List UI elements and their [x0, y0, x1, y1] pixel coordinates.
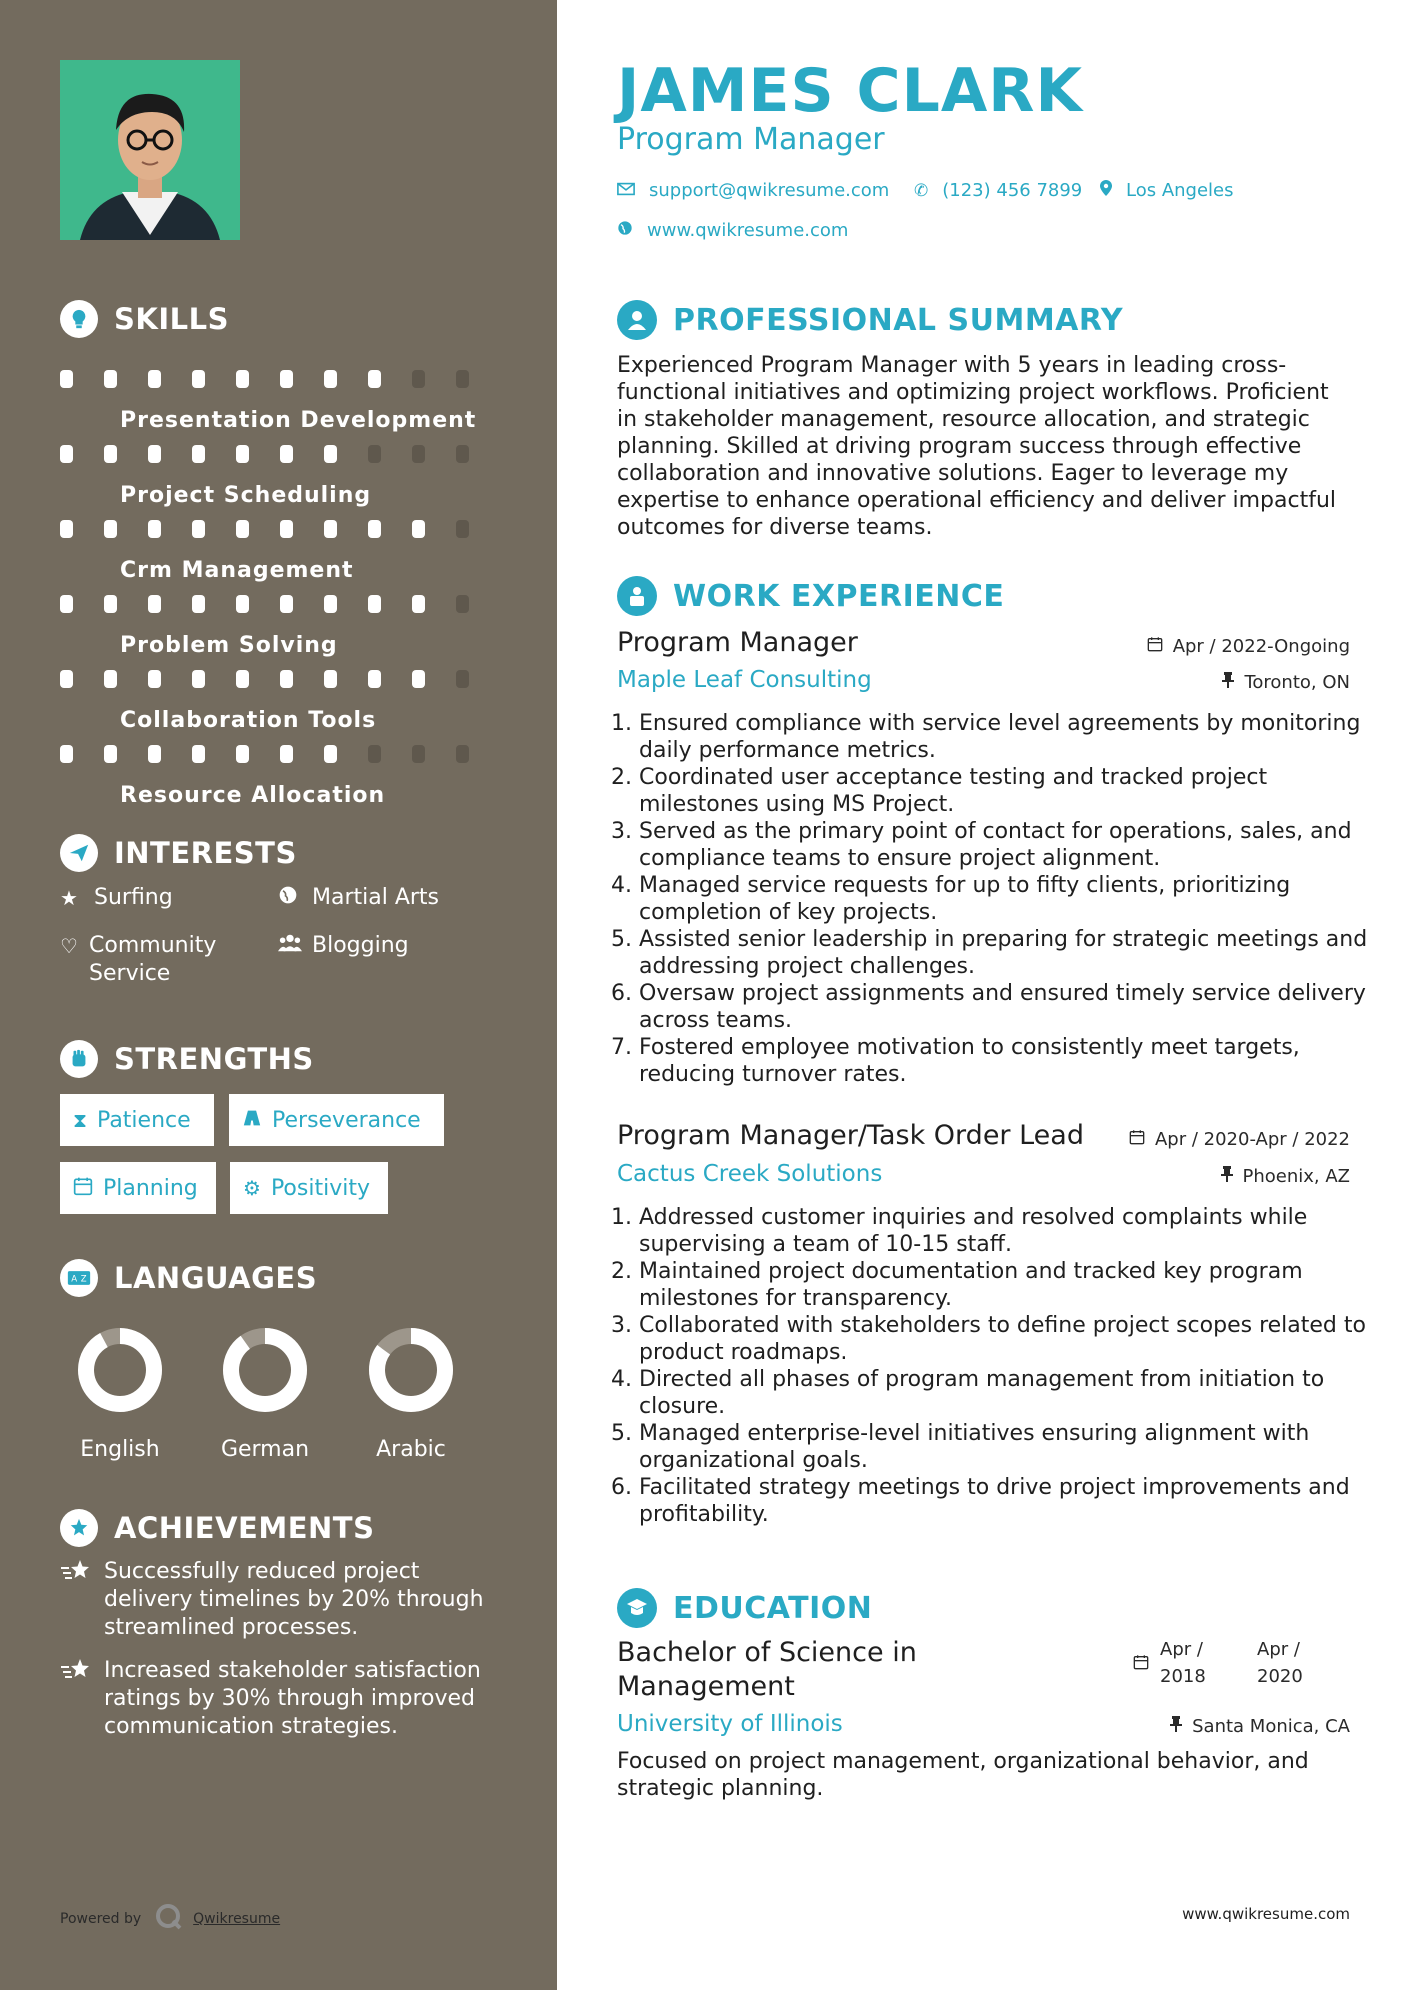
achievement-text: Successfully reduced project delivery timelines by 20% through streamlined processes.: [104, 1559, 484, 1640]
degree-title: Bachelor of Science in Management: [617, 1637, 917, 1702]
powered-by-label: Powered by: [60, 1911, 142, 1927]
skill-rating-dot: [148, 670, 161, 688]
skill-rating-dot: [148, 520, 161, 538]
language-level-donut: [366, 1325, 456, 1415]
calendar-icon: [1133, 1654, 1149, 1674]
strength-label: Planning: [103, 1175, 198, 1201]
skill-name: Crm Management: [120, 558, 354, 583]
candidate-role: Program Manager: [617, 122, 885, 157]
website-text: www.qwikresume.com: [647, 220, 849, 241]
list-item: 6. Facilitated strategy meetings to drive project improvements and profitability.: [639, 1474, 1379, 1528]
email-text: support@qwikresume.com: [649, 180, 890, 201]
achievements-title: ACHIEVEMENTS: [114, 1511, 375, 1545]
language-label: English: [80, 1437, 160, 1462]
envelope-icon: [617, 181, 635, 201]
interest-label: Martial Arts: [312, 885, 440, 910]
school-name: University of Illinois: [617, 1711, 843, 1737]
calendar-icon: [1147, 636, 1163, 657]
skill-rating-dot: [280, 595, 293, 613]
users-icon: [278, 932, 302, 960]
skill-rating-dot: [280, 670, 293, 688]
achievement-item: [60, 1558, 500, 1642]
languages-title: LANGUAGES: [114, 1261, 318, 1295]
skill-item: [60, 727, 500, 808]
skill-rating: [60, 520, 500, 538]
summary-text: Experienced Program Manager with 5 years in leading cross-functional initiatives and optimizing project workflows. Proficient in stakeholder management, resource allocation, and strategic planning. Skilled at driving program success through effective collaboration and innovative solutions. Eager to leverage my expertise to enhance operational efficiency and deliver impactful outcomes for diverse teams.: [617, 353, 1337, 540]
skill-rating-dot: [104, 370, 117, 388]
education-description: Focused on project management, organizational behavior, and strategic planning.: [617, 1749, 1309, 1801]
skill-item: [60, 502, 500, 583]
skill-rating-dot: [456, 370, 469, 388]
skill-rating-dot: [192, 370, 205, 388]
skill-rating-dot: [60, 370, 73, 388]
skill-rating-dot: [368, 595, 381, 613]
achievement-item: [60, 1657, 500, 1741]
job-location-text: Phoenix, AZ: [1242, 1166, 1350, 1187]
hourglass-icon: ⧗: [73, 1108, 88, 1132]
contact-location: [1100, 180, 1234, 201]
skill-rating-dot: [412, 670, 425, 688]
calendar-icon: [1129, 1129, 1145, 1150]
interest-label: Surfing: [94, 885, 173, 910]
education-title: EDUCATION: [673, 1590, 873, 1626]
skill-rating-dot: [456, 520, 469, 538]
job-title: Program Manager: [617, 627, 858, 658]
list-item: 7. Fostered employee motivation to consistently meet targets, reducing turnover rates.: [639, 1034, 1379, 1088]
list-item: 5. Assisted senior leadership in preparing for strategic meetings and addressing project challenges.: [639, 926, 1379, 980]
strength-tag: [229, 1094, 444, 1146]
interest-item: [278, 932, 409, 960]
skill-rating-dot: [104, 445, 117, 463]
hands-icon: ♡: [60, 934, 78, 958]
education-location-text: Santa Monica, CA: [1192, 1716, 1350, 1737]
education-location: [1170, 1716, 1350, 1737]
graduate-icon: [617, 1588, 657, 1628]
education-heading: [617, 1588, 872, 1628]
skill-rating-dot: [368, 520, 381, 538]
strength-tag: [60, 1094, 214, 1146]
contact-phone[interactable]: [914, 180, 1082, 201]
skill-rating-dot: [368, 370, 381, 388]
skill-rating-dot: [324, 445, 337, 463]
skill-rating: [60, 445, 500, 463]
interest-label: Blogging: [312, 933, 409, 958]
skill-rating-dot: [236, 445, 249, 463]
strength-label: Perseverance: [272, 1107, 421, 1133]
skill-name: Project Scheduling: [120, 483, 372, 508]
job-date: [1129, 1129, 1350, 1150]
skill-rating-dot: [456, 445, 469, 463]
job-date: [1147, 636, 1350, 657]
svg-text:Z: Z: [80, 1274, 87, 1285]
list-item: 5. Managed enterprise-level initiatives ensuring alignment with organizational goals.: [639, 1420, 1379, 1474]
job-bullets: [617, 1204, 1379, 1528]
skill-rating-dot: [368, 745, 381, 763]
skill-rating-dot: [412, 595, 425, 613]
skill-rating-dot: [324, 595, 337, 613]
language-level-donut: [75, 1325, 165, 1415]
paper-plane-icon: [60, 834, 98, 872]
skill-item: [60, 352, 500, 433]
pin-icon: [1222, 672, 1234, 693]
achievements-heading: [60, 1509, 374, 1547]
list-item: 4. Directed all phases of program management from initiation to closure.: [639, 1366, 1379, 1420]
skill-rating-dot: [60, 520, 73, 538]
skill-rating-dot: [368, 445, 381, 463]
calendar-icon: [73, 1176, 93, 1201]
list-item: 1. Ensured compliance with service level agreements by monitoring daily performance metrics.: [639, 710, 1379, 764]
job-company: Cactus Creek Solutions: [617, 1161, 883, 1187]
language-level-donut: [220, 1325, 310, 1415]
skill-rating-dot: [60, 445, 73, 463]
strength-tag: [230, 1162, 388, 1214]
strength-label: Positivity: [270, 1175, 370, 1201]
skill-name: Problem Solving: [120, 633, 338, 658]
svg-text:A: A: [71, 1274, 78, 1285]
pin-icon: [1221, 1166, 1233, 1187]
star-icon: ★: [60, 886, 78, 910]
skill-name: Presentation Development: [120, 408, 477, 433]
skill-rating-dot: [412, 745, 425, 763]
skill-rating-dot: [456, 670, 469, 688]
achievement-text: Increased stakeholder satisfaction ratings by 30% through improved communication strategies.: [104, 1658, 481, 1739]
skill-name: Collaboration Tools: [120, 708, 377, 733]
skill-rating-dot: [148, 745, 161, 763]
experience-title: WORK EXPERIENCE: [673, 578, 1005, 614]
phone-icon: ✆: [914, 180, 929, 201]
list-item: 4. Managed service requests for up to fifty clients, prioritizing completion of key projects.: [639, 872, 1379, 926]
powered-by: [60, 1903, 280, 1935]
skill-rating-dot: [368, 670, 381, 688]
skill-rating-dot: [236, 595, 249, 613]
skills-title: SKILLS: [114, 302, 229, 336]
skill-rating: [60, 370, 500, 388]
qwikresume-link[interactable]: Qwikresume: [193, 1911, 281, 1927]
skill-rating-dot: [104, 670, 117, 688]
skill-rating-dot: [60, 745, 73, 763]
skill-rating-dot: [280, 445, 293, 463]
globe-icon: [278, 884, 302, 912]
skill-rating-dot: [280, 745, 293, 763]
job-company: Maple Leaf Consulting: [617, 667, 872, 693]
profile-photo: [60, 60, 240, 240]
skill-rating-dot: [104, 745, 117, 763]
education-start-date: Apr / 2018: [1160, 1639, 1206, 1687]
skill-rating-dot: [412, 520, 425, 538]
skill-rating-dot: [280, 520, 293, 538]
skill-rating-dot: [324, 520, 337, 538]
language-icon: [60, 1259, 98, 1297]
interests-heading: [60, 834, 297, 872]
skill-rating: [60, 745, 500, 763]
skill-rating-dot: [236, 520, 249, 538]
shooting-star-icon: [60, 1657, 92, 1741]
shooting-star-icon: [60, 1558, 92, 1642]
skill-rating-dot: [148, 370, 161, 388]
skills-heading: [60, 300, 229, 338]
job-location: [1222, 672, 1350, 693]
skill-rating-dot: [148, 445, 161, 463]
experience-heading: [617, 576, 1004, 616]
job-title: Program Manager/Task Order Lead: [617, 1120, 1084, 1151]
map-marker-icon: [1100, 180, 1112, 201]
list-item: 1. Addressed customer inquiries and resolved complaints while supervising a team of 10-15 staff.: [639, 1204, 1379, 1258]
skill-rating-dot: [324, 670, 337, 688]
skill-rating-dot: [324, 745, 337, 763]
skill-item: [60, 652, 500, 733]
skill-rating-dot: [148, 595, 161, 613]
cog-icon: ⚙: [243, 1176, 261, 1200]
skill-rating-dot: [60, 670, 73, 688]
strengths-heading: [60, 1040, 314, 1078]
interest-item: [60, 932, 260, 988]
strengths-title: STRENGTHS: [114, 1042, 314, 1076]
education-end-date: Apr / 2020: [1257, 1639, 1303, 1687]
skill-item: [60, 577, 500, 658]
language-item: [50, 1325, 190, 1462]
list-item: 3. Served as the primary point of contact for operations, sales, and compliance teams to ensure project alignment.: [639, 818, 1379, 872]
skill-rating-dot: [280, 370, 293, 388]
phone-text: (123) 456 7899: [942, 180, 1083, 201]
footer-url[interactable]: www.qwikresume.com: [1182, 1905, 1350, 1923]
skill-rating-dot: [236, 745, 249, 763]
job-location-text: Toronto, ON: [1244, 672, 1350, 693]
skill-rating-dot: [236, 370, 249, 388]
skill-rating-dot: [192, 520, 205, 538]
skill-rating-dot: [456, 745, 469, 763]
contact-email[interactable]: [617, 180, 889, 201]
skill-rating-dot: [192, 670, 205, 688]
lightbulb-icon: [60, 300, 98, 338]
summary-heading: [617, 300, 1123, 340]
road-icon: [242, 1108, 262, 1132]
job-date-text: Apr / 2022-Ongoing: [1172, 636, 1350, 657]
skill-rating-dot: [192, 595, 205, 613]
list-item: 3. Collaborated with stakeholders to define project scopes related to product roadmaps.: [639, 1312, 1379, 1366]
skill-rating-dot: [412, 370, 425, 388]
job-location: [1221, 1166, 1351, 1187]
sidebar: [0, 0, 557, 1990]
language-item: [341, 1325, 481, 1462]
location-text: Los Angeles: [1126, 180, 1234, 201]
pin-icon: [1170, 1716, 1182, 1737]
skill-rating-dot: [192, 745, 205, 763]
contact-website[interactable]: [617, 220, 848, 241]
language-level-fill: [86, 1336, 154, 1404]
skill-rating-dot: [412, 445, 425, 463]
list-item: 2. Coordinated user acceptance testing and tracked project milestones using MS Project.: [639, 764, 1379, 818]
language-label: German: [220, 1437, 310, 1462]
summary-title: PROFESSIONAL SUMMARY: [673, 302, 1124, 338]
job-bullets: [617, 710, 1379, 1088]
interest-item: [278, 884, 439, 912]
skill-rating: [60, 670, 500, 688]
list-item: 6. Oversaw project assignments and ensured timely service delivery across teams.: [639, 980, 1379, 1034]
language-label: Arabic: [376, 1437, 446, 1462]
skill-name: Resource Allocation: [120, 783, 386, 808]
skill-rating-dot: [456, 595, 469, 613]
skill-rating-dot: [104, 520, 117, 538]
language-level-fill: [231, 1336, 299, 1404]
fist-icon: [60, 1040, 98, 1078]
skill-rating-dot: [104, 595, 117, 613]
list-item: 2. Maintained project documentation and tracked key program milestones for transparency.: [639, 1258, 1379, 1312]
languages-heading: [60, 1259, 317, 1297]
strength-label: Patience: [97, 1107, 191, 1133]
interests-title: INTERESTS: [114, 836, 297, 870]
job-date-text: Apr / 2020-Apr / 2022: [1154, 1129, 1350, 1150]
briefcase-user-icon: [617, 576, 657, 616]
candidate-name: JAMES CLARK: [617, 56, 1083, 126]
language-item: [195, 1325, 335, 1462]
strength-tag: [60, 1162, 216, 1214]
interest-label: Community Service: [89, 933, 217, 986]
interest-item: [60, 884, 173, 912]
main-content: [557, 0, 1407, 1990]
trophy-star-icon: [60, 1509, 98, 1547]
skill-item: [60, 427, 500, 508]
user-icon: [617, 300, 657, 340]
skill-rating-dot: [324, 370, 337, 388]
skill-rating-dot: [60, 595, 73, 613]
skill-rating: [60, 595, 500, 613]
qwikresume-logo-icon: [155, 1903, 183, 1935]
globe-icon: [617, 220, 633, 241]
skill-rating-dot: [192, 445, 205, 463]
skill-rating-dot: [236, 670, 249, 688]
